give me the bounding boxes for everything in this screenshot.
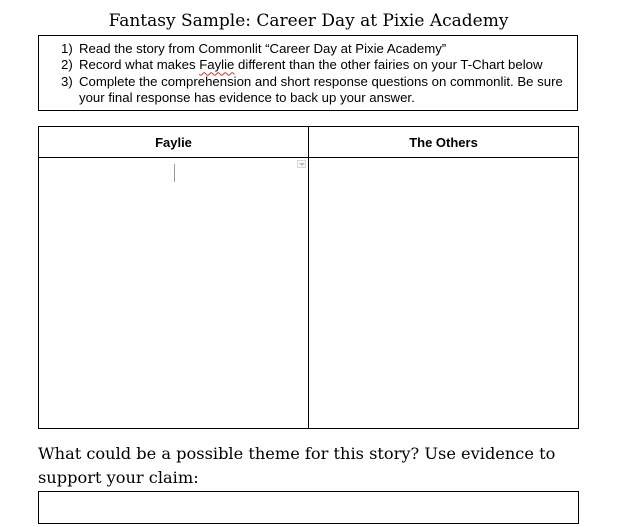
instructions-list [61, 41, 573, 106]
instructions-box[interactable] [38, 35, 578, 111]
instruction-text: Read the story from Commonlit “Career Day at Pixie Academy” [79, 41, 447, 56]
t-chart-cell-faylie[interactable] [39, 158, 308, 428]
t-chart-header-others[interactable]: The Others [309, 127, 578, 158]
instruction-text-part: different than the other fairies on your T-Chart below [234, 57, 543, 73]
text-cursor [174, 164, 175, 182]
cell-dropdown-icon[interactable] [297, 160, 306, 168]
t-chart-table [38, 126, 579, 429]
instruction-text [79, 57, 543, 72]
instruction-item[interactable] [61, 74, 573, 107]
answer-box[interactable] [38, 491, 579, 524]
t-chart-column-faylie [39, 127, 309, 428]
instruction-text: Complete the comprehension and short response questions on commonlit. Be sure your final response has evidence to back up your answer. [79, 73, 563, 105]
instruction-item[interactable] [61, 57, 573, 73]
spellcheck-flagged-word[interactable]: Faylie [199, 57, 235, 73]
t-chart-column-others [309, 127, 578, 428]
instruction-text-part: Record what makes [79, 57, 200, 73]
theme-question: What could be a possible theme for this story? Use evidence to support your claim: [38, 444, 556, 487]
instruction-number: 1) [61, 41, 73, 56]
t-chart-header-faylie[interactable]: Faylie [39, 127, 308, 158]
document-title: Fantasy Sample: Career Day at Pixie Academy [108, 11, 509, 31]
instruction-number: 3) [61, 73, 73, 89]
t-chart-cell-others[interactable] [309, 158, 578, 428]
instruction-number: 2) [61, 57, 73, 73]
instruction-item[interactable] [61, 41, 573, 57]
